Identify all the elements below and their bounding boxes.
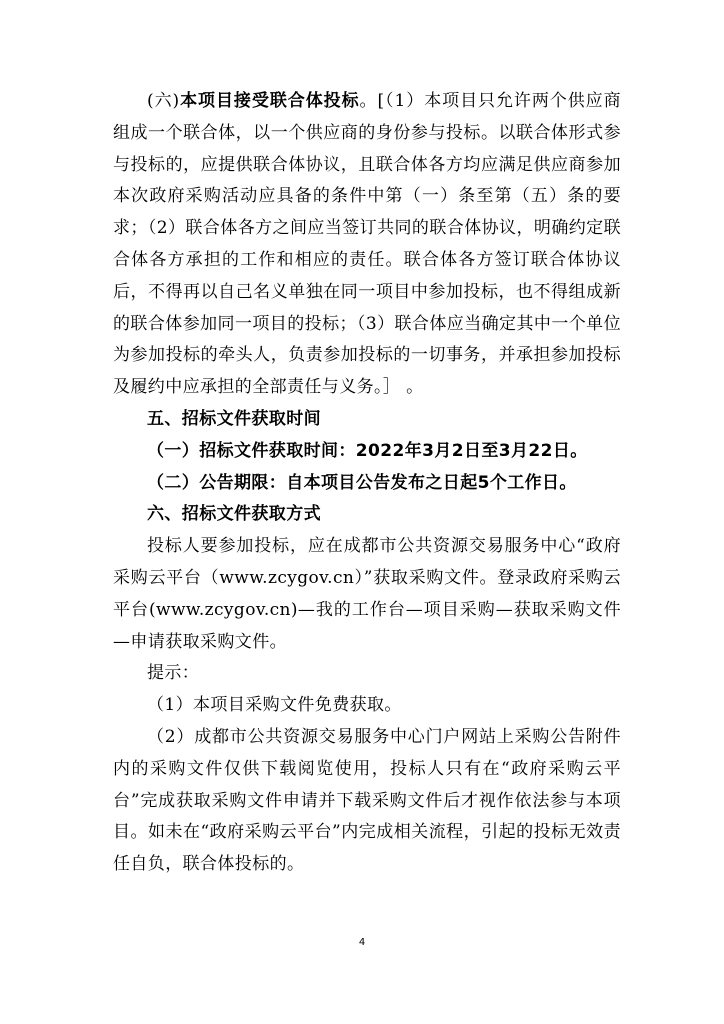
acquisition-time-item: （一）招标文件获取时间：2022年3月2日至3月22日。 bbox=[147, 440, 588, 461]
page-number: 4 bbox=[358, 937, 366, 948]
consortium-bold-text: 本项目接受联合体投标 bbox=[179, 91, 360, 111]
tip-item-1: （1）本项目采购文件免费获取。 bbox=[147, 695, 402, 716]
announcement-period-item: （二）公告期限：自本项目公告发布之日起5个工作日。 bbox=[147, 472, 577, 493]
tip-item-2: （2）成都市公共资源交易服务中心门户网站上采购公告附件内的采购文件仅供下载阅览使用，投标人只有在“政府采购云平台”完成获取采购文件申请并下载采购文件后才视作依法参与本项目。如未在“政府采购云平台”内完成相关流程，引起的投标无效责任自负，联合体投标的。 bbox=[113, 726, 621, 875]
section-heading-5: 五、招标文件获取时间 bbox=[147, 408, 321, 429]
paragraph-consortium bbox=[113, 86, 621, 404]
paragraph-acquisition-method: 投标人要参加投标，应在成都市公共资源交易服务中心“政府采购云平台（www.zcygov.cn）”获取采购文件。登录政府采购云平台(www.zcygov.cn)—我的工作台—项目采购—获取采购文件—申请获取采购文件。 bbox=[113, 536, 621, 652]
section-heading-6: 六、招标文件获取方式 bbox=[147, 504, 321, 525]
tip-label: 提示： bbox=[147, 663, 200, 684]
paragraph-prefix: (六) bbox=[147, 91, 180, 111]
document-body bbox=[113, 86, 621, 881]
consortium-detail-text: 。[（1）本项目只允许两个供应商组成一个联合体，以一个供应商的身份参与投标。以联合体形式参与投标的，应提供联合体协议，且联合体各方均应满足供应商参加本次政府采购活动应具备的条件中第（一）条至第（五）条的要求；（2）联合体各方之间应当签订共同的联合体协议，明确约定联合体各方承担的工作和相应的责任。联合体各方签订联合体协议后，不得再以自己名义单独在同一项目中参加投标，也不得组成新的联合体参加同一项目的投标；（3）联合体应当确定其中一个单位为参加投标的牵头人，负责参加投标的一切事务，并承担参加投标及履约中应承担的全部责任与义务。］ 。 bbox=[113, 91, 622, 398]
